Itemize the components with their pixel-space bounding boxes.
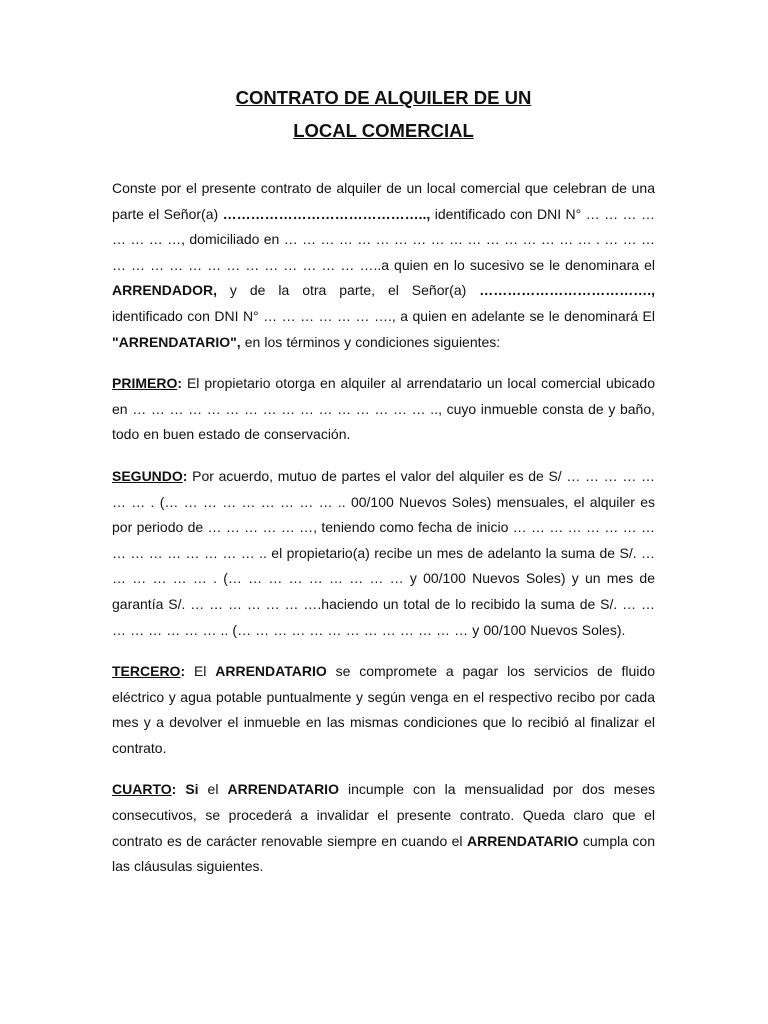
clause-tercero-text-2: se compromete a pagar los servicios de fluido eléctrico y agua potable puntualmente y según venga en el respectivo recibo por cada mes y a devolver el inmueble en las mismas condiciones que lo recibió al finalizar el contrato. [112,663,655,756]
clause-segundo-text: Por acuerdo, mutuo de partes el valor del alquiler es de S/ … … … … … … … . (… … … … … … … … … .. 00/100 Nuevos Soles) mensuales, el alquiler es por periodo de … … … … … …, teniendo como fecha de inicio … … … … … … … … … … … … … … … … .. el propietario(a) recibe un mes de adelanto la suma de S/. … … … … … … . (… … … … … … … … … y 00/100 Nuevos Soles) y un mes de garantía S/. … … … … … … ….haciendo un total de lo recibido la suma de S/. … … … … … … … … .. (… … … … … … … … … … … … … y 00/100 Nuevos Soles). [112,467,655,638]
clause-segundo-colon: : [182,467,188,484]
clause-tercero-text-1: El [185,663,216,680]
clause-cuarto-text-2: incumple con la mensualidad por dos meses consecutivos, se procederá a invalidar el presente contrato. Queda claro que el contrato es de carácter renovable siempre en cuando el [112,781,655,849]
clause-cuarto [112,777,655,879]
clause-cuarto-text-3: cumpla con las cláusulas siguientes. [112,832,655,875]
clause-tercero-label: TERCERO [112,663,181,680]
intro-text-4: identificado con DNI N° … … … … … … …., a quien en adelante se le denominará El [112,307,655,324]
intro-text-2: identificado con DNI N° … … … … … … … …, domiciliado en … … … … … … … … … … … … … … … … … . … … … … … … … … … … … … … … … … …..a quien en lo sucesivo se le denominara el [112,205,655,273]
clause-primero-text: El propietario otorga en alquiler al arrendatario un local comercial ubicado en … … … … … … … … … … … … … … … … .., cuyo inmueble consta de y baño, todo en buen estado de conservación. [112,375,655,443]
clause-cuarto-label: CUARTO [112,781,172,798]
clause-cuarto-text-1: el [198,781,228,798]
document-page [112,86,655,896]
document-title-line-2: LOCAL COMERCIAL [293,120,474,141]
clause-primero [112,371,655,448]
arrendador-term: ARRENDADOR, [112,282,217,299]
intro-paragraph [112,176,655,355]
clause-cuarto-arrendatario-1: ARRENDATARIO [227,781,339,798]
clause-segundo [112,464,655,643]
arrendatario-name-blank: ………………………………., [479,282,655,299]
clause-primero-label: PRIMERO [112,375,178,392]
clause-tercero [112,659,655,761]
intro-text-1: Conste por el presente contrato de alquiler de un local comercial que celebran de una parte el Señor(a) [112,180,655,222]
clause-primero-colon: : [177,375,183,392]
clause-segundo-label: SEGUNDO [112,467,183,484]
clause-tercero-arrendatario: ARRENDATARIO [215,663,327,680]
intro-text-5: en los términos y condiciones siguientes: [240,333,501,350]
clause-cuarto-colon: : Si [171,781,199,798]
arrendador-name-blank: …………………………………….., [222,205,431,222]
clause-tercero-colon: : [180,663,186,680]
arrendatario-term: "ARRENDATARIO", [112,333,241,350]
clause-cuarto-arrendatario-2: ARRENDATARIO [466,832,579,849]
document-title-line-1: CONTRATO DE ALQUILER DE UN [235,87,532,108]
intro-text-3: y de la otra parte, el Señor(a) [217,282,480,299]
